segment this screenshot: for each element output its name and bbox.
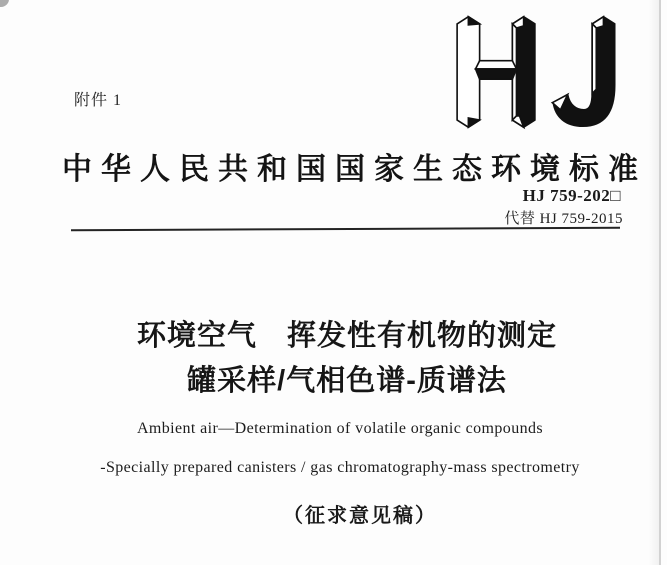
title-zh-line1: 环境空气 挥发性有机物的测定 [136, 320, 557, 352]
national-standard-heading: 中华人民共和国国家生态环境标准 [62, 153, 647, 186]
replaces-note: 代替 HJ 759-2015 [504, 211, 623, 227]
scan-corner-smudge [0, 0, 9, 7]
title-zh-line2: 罐采样/气相色谱-质谱法 [187, 365, 507, 397]
attachment-label: 附件 1 [74, 92, 123, 109]
hj-logo-icon [452, 13, 628, 133]
draft-status-note: （征求意见稿） [283, 505, 437, 527]
scan-edge-line [659, 0, 661, 565]
title-en-line1: Ambient air—Determination of volatile organic compounds [136, 420, 544, 437]
header-rule [71, 227, 620, 231]
title-en-line2: -Specially prepared canisters / gas chromatography-mass spectrometry [100, 459, 580, 476]
standard-number: HJ 759-202□ [522, 186, 621, 205]
